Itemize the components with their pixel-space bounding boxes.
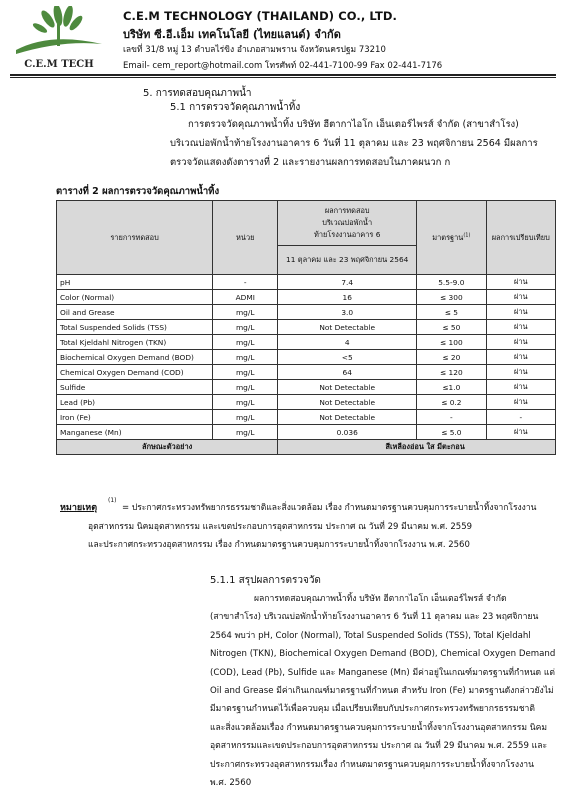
header-result-date: 11 ตุลาคม และ 23 พฤศจิกายน 2564	[278, 246, 417, 275]
table-row	[57, 350, 556, 365]
cell-compare: -	[486, 410, 555, 425]
cell-item: Color (Normal)	[57, 290, 213, 305]
table-row	[57, 380, 556, 395]
cell-standard: ≤1.0	[417, 380, 486, 395]
table-row	[57, 290, 556, 305]
cell-standard: ≤ 5	[417, 305, 486, 320]
cell-unit: mg/L	[213, 425, 278, 440]
cell-standard: ≤ 120	[417, 365, 486, 380]
table-body	[57, 275, 556, 440]
header-compare: ผลการเปรียบเทียบ	[486, 201, 555, 275]
cell-unit: mg/L	[213, 305, 278, 320]
cell-item: Manganese (Mn)	[57, 425, 213, 440]
cell-result: Not Detectable	[278, 380, 417, 395]
conclusion-line: มีมาตรฐานกำหนดไว้เพื่อควบคุม เมื่อเปรียบเทียบกับประกาศกระทรวงทรัพยากรธรรมชาติ	[210, 704, 535, 715]
company-name-en: C.E.M TECHNOLOGY (THAILAND) CO., LTD.	[123, 9, 398, 23]
cell-unit: mg/L	[213, 395, 278, 410]
cell-item: Chemical Oxygen Demand (COD)	[57, 365, 213, 380]
sample-label: ลักษณะตัวอย่าง	[57, 440, 278, 455]
cell-result: Not Detectable	[278, 410, 417, 425]
cem-tech-logo	[10, 6, 108, 72]
cell-compare: ผ่าน	[486, 335, 555, 350]
cell-compare: ผ่าน	[486, 350, 555, 365]
conclusion-line: Oil and Grease มีค่าเกินเกณฑ์มาตรฐานที่กำหนด สำหรับ Iron (Fe) มาตรฐานดังกล่าวยังไม่	[210, 686, 554, 697]
cell-item: Total Kjeldahl Nitrogen (TKN)	[57, 335, 213, 350]
table-row	[57, 275, 556, 290]
cell-compare: ผ่าน	[486, 290, 555, 305]
conclusion-line: อุตสาหกรรมและเขตประกอบการอุตสาหกรรม ประกาศ ณ วันที่ 29 มีนาคม พ.ศ. 2559 และ	[210, 741, 548, 752]
cell-result: 7.4	[278, 275, 417, 290]
cell-compare: ผ่าน	[486, 380, 555, 395]
paragraph-line: การตรวจวัดคุณภาพน้ำทิ้ง บริษัท ฮีตากาไอโก เอ็นเตอร์ไพรส์ จำกัด (สาขาสำโรง)	[188, 119, 519, 130]
cell-standard: ≤ 20	[417, 350, 486, 365]
cell-compare: ผ่าน	[486, 425, 555, 440]
cell-item: Biochemical Oxygen Demand (BOD)	[57, 350, 213, 365]
remark-ref: (1)	[108, 497, 117, 504]
cell-result: 64	[278, 365, 417, 380]
cell-unit: mg/L	[213, 335, 278, 350]
cell-result: 0.036	[278, 425, 417, 440]
cell-unit: mg/L	[213, 365, 278, 380]
cell-result: Not Detectable	[278, 320, 417, 335]
table-row	[57, 410, 556, 425]
conclusion-line: พ.ศ. 2560	[210, 778, 252, 789]
cell-result: 4	[278, 335, 417, 350]
conclusion-line: (COD), Lead (Pb), Sulfide และ Manganese (Mn) มีค่าอยู่ในเกณฑ์มาตรฐานที่กำหนด แต่	[210, 667, 555, 678]
conclusion-line: (สาขาสำโรง) บริเวณบ่อพักน้ำท้ายโรงงานอาคาร 6 วันที่ 11 ตุลาคม และ 23 พฤศจิกายน	[210, 612, 539, 623]
cell-item: Total Suspended Solids (TSS)	[57, 320, 213, 335]
cell-compare: ผ่าน	[486, 305, 555, 320]
conclusion-line: และสิ่งแวดล้อมเรื่อง กำหนดมาตรฐานควบคุมการระบายน้ำทิ้งจากโรงงานอุตสาหกรรม นิคม	[210, 722, 548, 733]
header-result-line: บริเวณบ่อพักน้ำ	[322, 218, 373, 227]
paragraph-line: บริเวณบ่อพักน้ำท้ายโรงงานอาคาร 6 วันที่ 11 ตุลาคม และ 23 พฤศจิกายน 2564 มีผลการ	[170, 138, 538, 149]
conclusion-line: 2564 พบว่า pH, Color (Normal), Total Suspended Solids (TSS), Total Kjeldahl	[210, 630, 531, 641]
cell-result: 3.0	[278, 305, 417, 320]
header-standard-label: มาตรฐาน	[432, 232, 464, 242]
cell-unit: ADMI	[213, 290, 278, 305]
header-result	[278, 201, 417, 246]
conclusion-line: ผลการทดสอบคุณภาพน้ำทิ้ง บริษัท ฮีตากาไอโก เอ็นเตอร์ไพรส์ จำกัด	[254, 594, 507, 604]
conclusion-paragraph	[210, 590, 558, 792]
cell-standard: ≤ 0.2	[417, 395, 486, 410]
table-row	[57, 395, 556, 410]
cell-unit: -	[213, 275, 278, 290]
remark-line-2: อุตสาหกรรม นิคมอุตสาหกรรม และเขตประกอบการอุตสาหกรรม ประกาศ ณ วันที่ 29 มีนาคม พ.ศ. 2559	[88, 522, 473, 532]
header-result-line: ท้ายโรงงานอาคาร 6	[313, 230, 381, 239]
company-address: เลขที่ 31/8 หมู่ 13 ตำบลไร่ขิง อำเภอสามพราน จังหวัดนครปฐม 73210	[123, 45, 386, 55]
cell-standard: 5.5-9.0	[417, 275, 486, 290]
paragraph-line: ตรวจวัดแสดงดังตารางที่ 2 และรายงานผลการทดสอบในภาคผนวก ก	[170, 157, 451, 168]
logo-caption: C.E.M TECH	[24, 59, 94, 70]
conclusion-line: ประกาศกระทรวงอุตสาหกรรมเรื่อง กำหนดมาตรฐานควบคุมการระบายน้ำทิ้งจากโรงงาน	[210, 759, 534, 770]
cell-unit: mg/L	[213, 380, 278, 395]
cell-compare: ผ่าน	[486, 275, 555, 290]
cell-item: pH	[57, 275, 213, 290]
remark-line-1: = ประกาศกระทรวงทรัพยากรธรรมชาติและสิ่งแวดล้อม เรื่อง กำหนดมาตรฐานควบคุมการระบายน้ำทิ้งจากโรงงาน	[122, 503, 537, 513]
cell-unit: mg/L	[213, 350, 278, 365]
remark-line-3: และประกาศกระทรวงอุตสาหกรรม เรื่อง กำหนดมาตรฐานควบคุมการระบายน้ำทิ้งจากโรงงาน พ.ศ. 2560	[88, 540, 470, 550]
table-row	[57, 305, 556, 320]
remark-label: หมายเหตุ	[60, 503, 98, 513]
cell-standard: ≤ 50	[417, 320, 486, 335]
cell-unit: mg/L	[213, 320, 278, 335]
table-caption: ตารางที่ 2 ผลการตรวจวัดคุณภาพน้ำทิ้ง	[56, 186, 220, 197]
header-unit: หน่วย	[213, 201, 278, 275]
header-standard	[417, 201, 486, 275]
cell-compare: ผ่าน	[486, 395, 555, 410]
header-standard-ref: (1)	[463, 232, 471, 239]
cell-compare: ผ่าน	[486, 365, 555, 380]
sample-value: สีเหลืองอ่อน ใส มีตะกอน	[278, 440, 556, 455]
cell-item: Lead (Pb)	[57, 395, 213, 410]
table-row	[57, 365, 556, 380]
sample-row	[57, 440, 556, 455]
table-header-row	[57, 201, 556, 246]
cell-result: 16	[278, 290, 417, 305]
cell-standard: ≤ 300	[417, 290, 486, 305]
cell-item: Iron (Fe)	[57, 410, 213, 425]
cell-result: <5	[278, 350, 417, 365]
cell-compare: ผ่าน	[486, 320, 555, 335]
cell-item: Oil and Grease	[57, 305, 213, 320]
table-row	[57, 320, 556, 335]
header-rule-thick	[10, 74, 556, 76]
cell-standard: -	[417, 410, 486, 425]
table-row	[57, 335, 556, 350]
section-5-1-paragraph	[170, 115, 558, 172]
company-name-th: บริษัท ซี.อี.เอ็ม เทคโนโลยี (ไทยแลนด์) จำกัด	[123, 28, 341, 41]
conclusion-title: 5.1.1 สรุปผลการตรวจวัด	[210, 575, 321, 586]
table-row	[57, 425, 556, 440]
company-contact: Email- cem_report@hotmail.com โทรศัพท์ 02-441-7100-99 Fax 02-441-7176	[123, 61, 443, 71]
header-rule-thin	[10, 77, 556, 78]
header-item: รายการทดสอบ	[57, 201, 213, 275]
cell-unit: mg/L	[213, 410, 278, 425]
cell-result: Not Detectable	[278, 395, 417, 410]
header-result-line: ผลการทดสอบ	[324, 206, 370, 215]
section-5-1-title: 5.1 การตรวจวัดคุณภาพน้ำทิ้ง	[170, 102, 301, 113]
section-5-title: 5. การทดสอบคุณภาพน้ำ	[143, 88, 252, 99]
water-quality-table	[56, 200, 556, 455]
cell-item: Sulfide	[57, 380, 213, 395]
conclusion-line: Nitrogen (TKN), Biochemical Oxygen Demand (BOD), Chemical Oxygen Demand	[210, 649, 556, 660]
cell-standard: ≤ 5.0	[417, 425, 486, 440]
cell-standard: ≤ 100	[417, 335, 486, 350]
